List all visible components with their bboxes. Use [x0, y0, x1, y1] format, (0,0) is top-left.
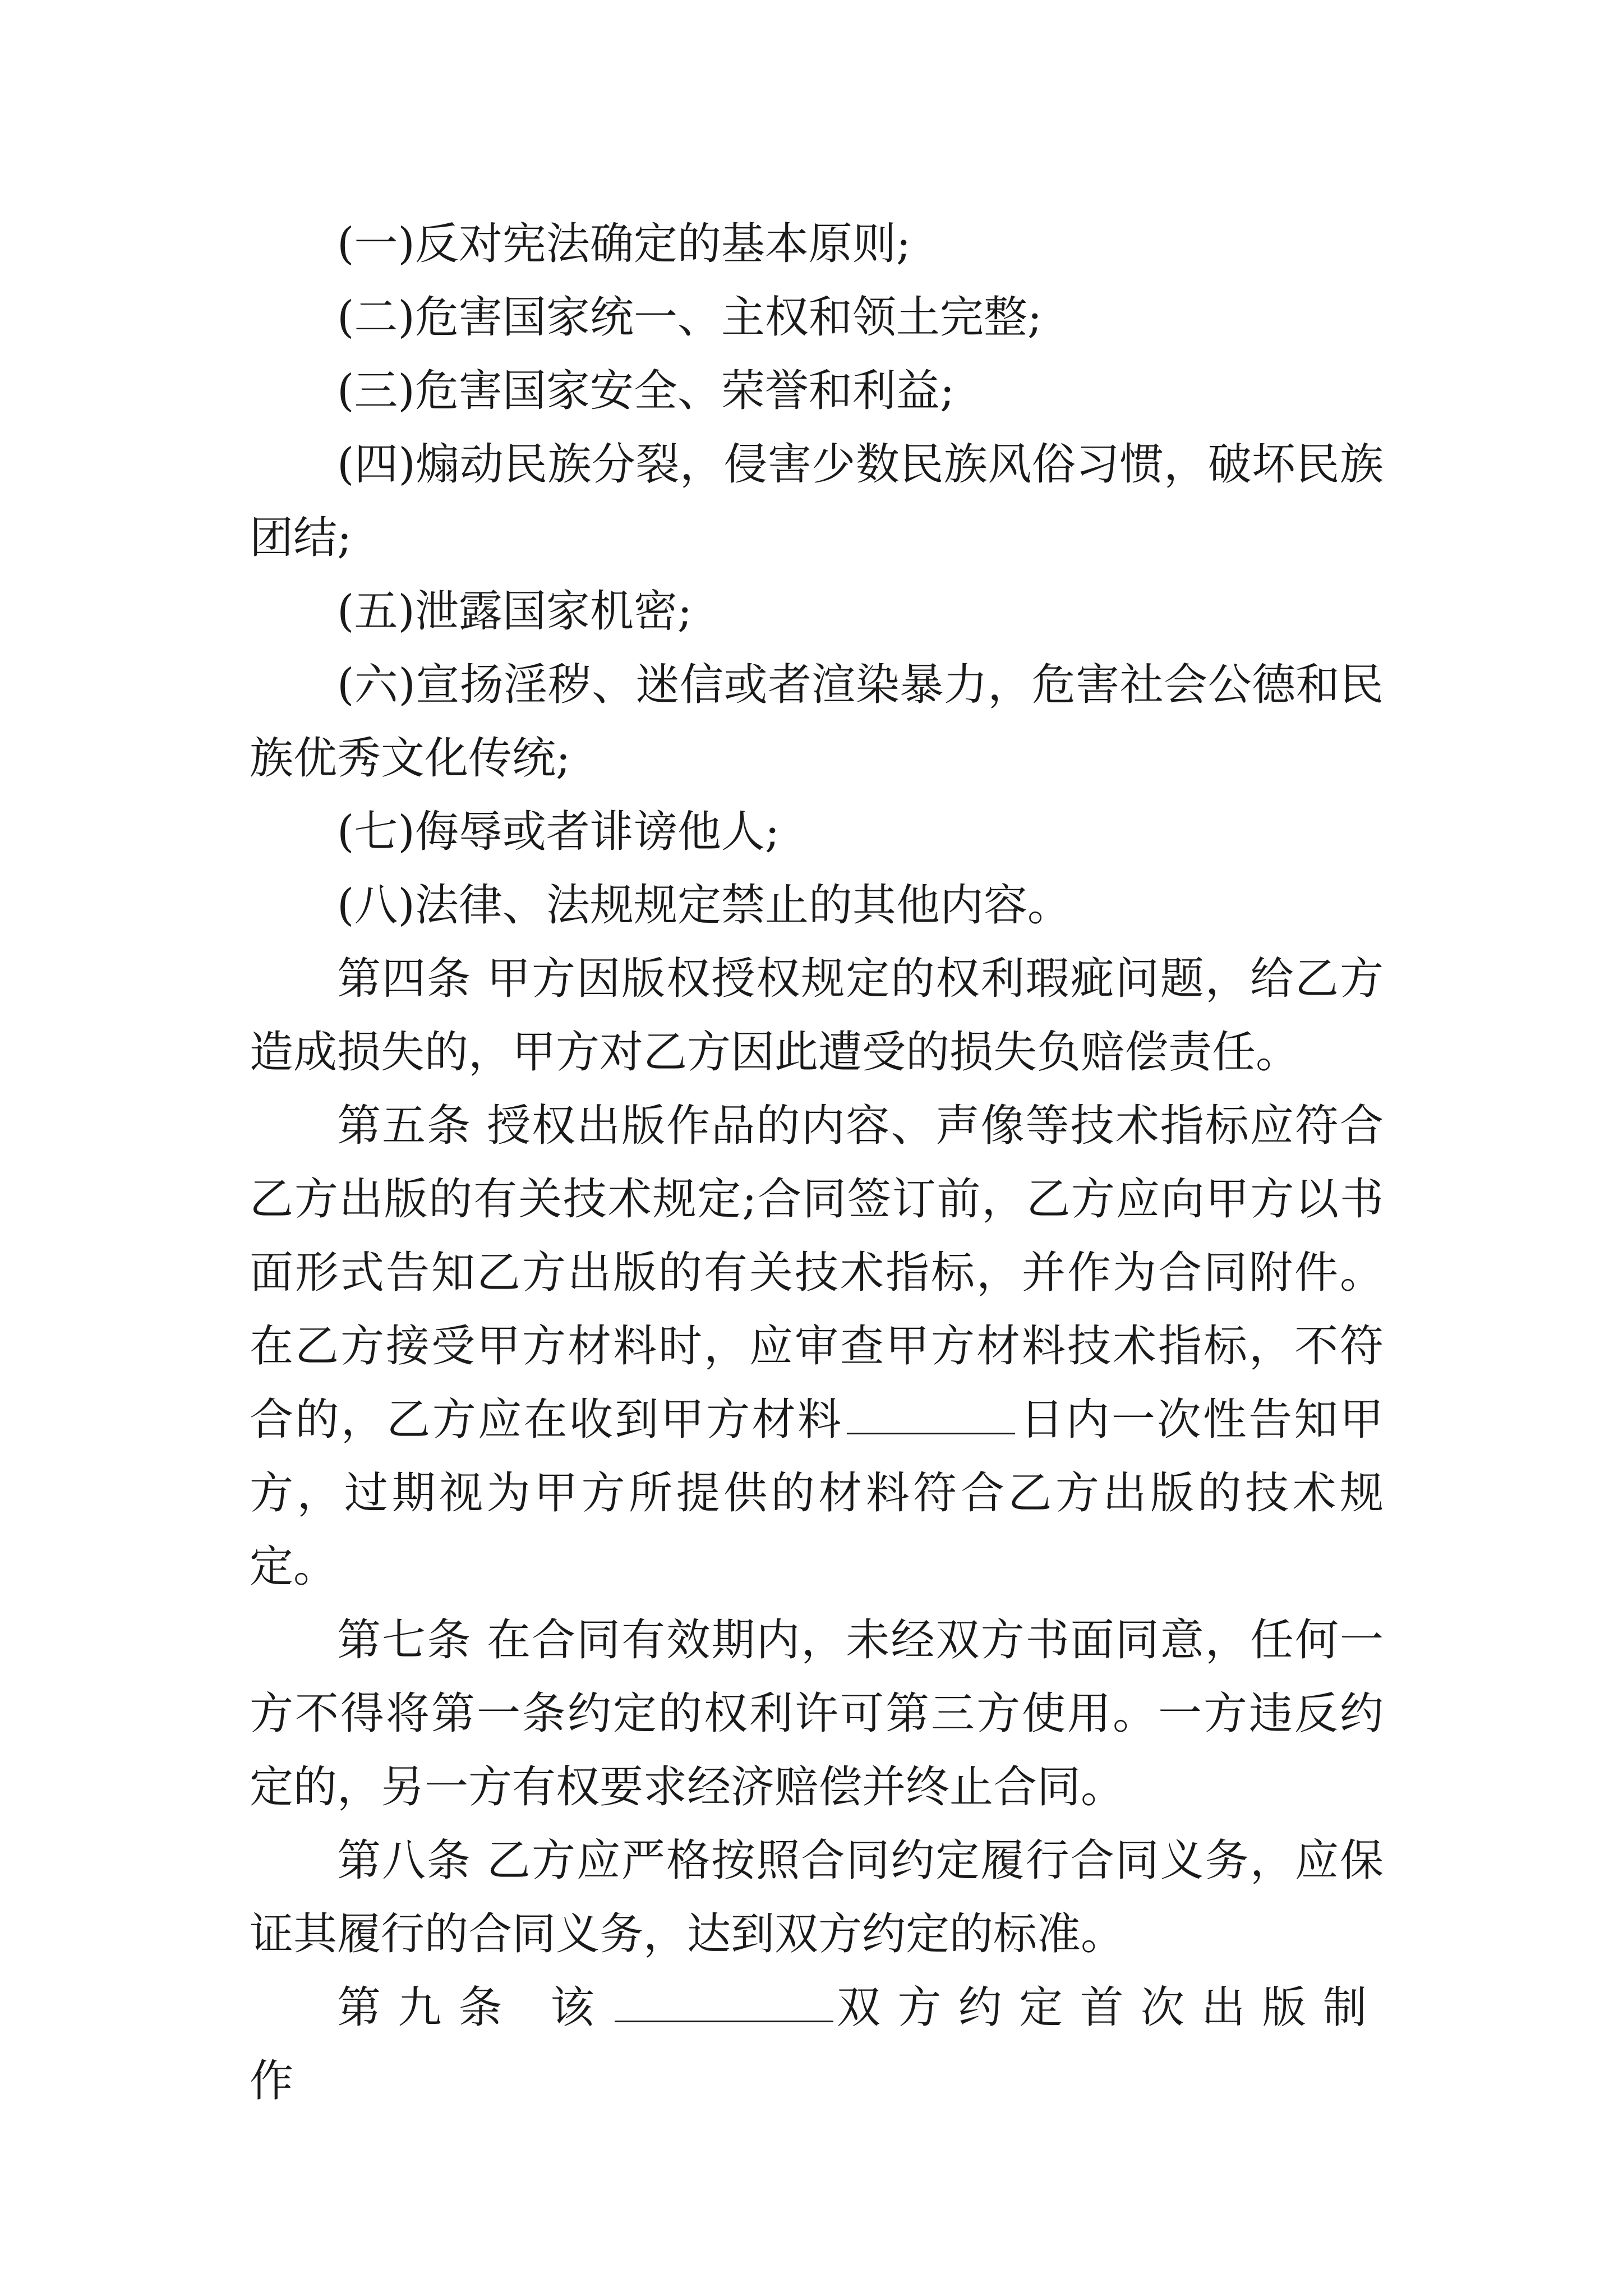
article-5-text-b: 日内一次性告知甲方，过期视为甲方所提供的材料符合乙方出版的技术规定。 [250, 1395, 1384, 1592]
fill-in-blank-days[interactable] [847, 1393, 1015, 1434]
list-item: (四)煽动民族分裂，侵害少数民族风俗习惯，破坏民族团结; [250, 439, 1384, 563]
document-body [250, 208, 1384, 2118]
article-8: 第八条 乙方应严格按照合同约定履行合同义务，应保证其履行的合同义务，达到双方约定的标准。 [250, 1835, 1384, 1959]
article-9-text-a: 第九条 该 [337, 1982, 611, 2033]
list-item: (三)危害国家安全、荣誉和利益; [337, 366, 955, 416]
list-item: (一)反对宪法确定的基本原则; [337, 219, 911, 269]
article-4: 第四条 甲方因版权授权规定的权利瑕疵问题，给乙方造成损失的，甲方对乙方因此遭受的损失负赔偿责任。 [250, 954, 1384, 1078]
list-item: (七)侮辱或者诽谤他人; [337, 807, 780, 857]
article-9 [250, 1971, 1384, 2118]
fill-in-blank-item[interactable] [615, 1981, 833, 2022]
list-item: (六)宣扬淫秽、迷信或者渲染暴力，危害社会公德和民族优秀文化传统; [250, 660, 1384, 784]
article-9-text-b: 双方约定首次出版制作 [250, 1982, 1384, 2106]
article-5 [250, 1089, 1384, 1604]
article-7: 第七条 在合同有效期内，未经双方书面同意，任何一方不得将第一条约定的权利许可第三方使用。一方违反约定的，另一方有权要求经济赔偿并终止合同。 [250, 1615, 1384, 1812]
list-item: (二)危害国家统一、主权和领土完整; [337, 292, 1043, 343]
list-item: (八)法律、法规规定禁止的其他内容。 [337, 880, 1071, 931]
article-5-text-a: 第五条 授权出版作品的内容、声像等技术指标应符合乙方出版的有关技术规定;合同签订前，乙方应向甲方以书面形式告知乙方出版的有关技术指标，并作为合同附件。在乙方接受甲方材料时，应审查甲方材料技术指标，不符合的，乙方应在收到甲方材料 [250, 1101, 1384, 1445]
list-item: (五)泄露国家机密; [337, 586, 693, 637]
